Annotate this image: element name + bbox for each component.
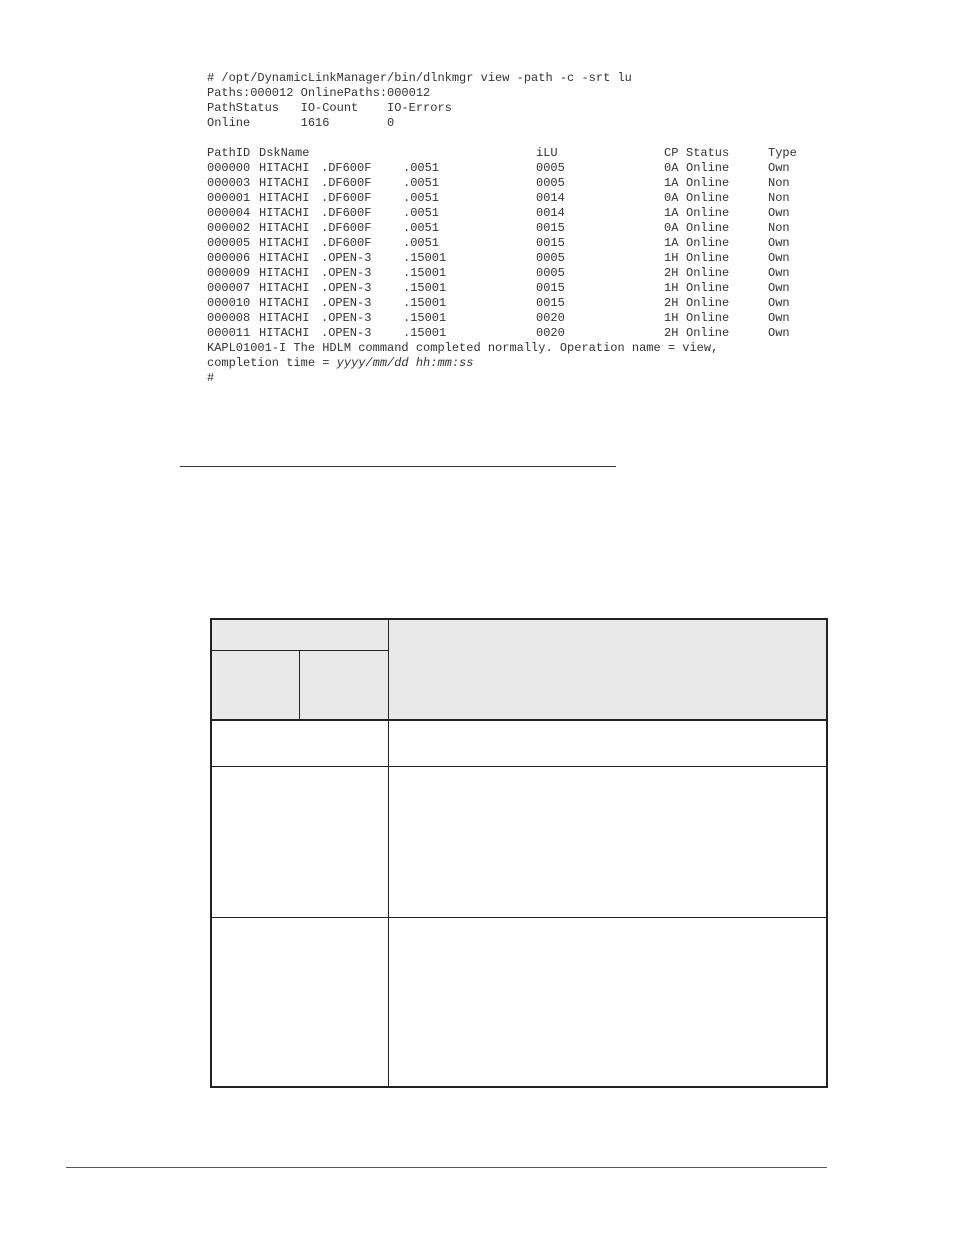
- cell-serial: .15001: [403, 266, 447, 280]
- section-divider: [180, 466, 616, 467]
- table-row-2-item: [212, 767, 388, 917]
- cell-type: Non: [768, 176, 790, 190]
- cell-pathid: 000010: [207, 296, 251, 310]
- cell-cp: 0A: [664, 191, 679, 205]
- table-row-1-description: [389, 721, 826, 766]
- completion-time-label: completion time =: [207, 356, 337, 370]
- cell-status: Online: [686, 296, 730, 310]
- cell-type: Own: [768, 251, 790, 265]
- cell-pathid: 000003: [207, 176, 251, 190]
- path-table-header: [207, 146, 797, 161]
- cell-ilu: 0005: [536, 161, 565, 175]
- path-summary-line: Paths:000012 OnlinePaths:000012: [207, 86, 431, 100]
- table-row-3-item: [212, 918, 388, 1086]
- cell-product: .DF600F: [321, 191, 372, 205]
- cell-type: Own: [768, 206, 790, 220]
- cell-product: .DF600F: [321, 221, 372, 235]
- cell-product: .DF600F: [321, 206, 372, 220]
- column-header-dskname: DskName: [259, 146, 310, 160]
- cell-vendor: HITACHI: [259, 266, 310, 280]
- path-table-body: [207, 161, 790, 341]
- cell-pathid: 000008: [207, 311, 251, 325]
- cell-vendor: HITACHI: [259, 161, 310, 175]
- cell-type: Own: [768, 326, 790, 340]
- cell-serial: .15001: [403, 251, 447, 265]
- cell-vendor: HITACHI: [259, 281, 310, 295]
- cell-vendor: HITACHI: [259, 326, 310, 340]
- cell-cp: 0A: [664, 161, 679, 175]
- footer-rule: [66, 1167, 827, 1168]
- cell-status: Online: [686, 176, 730, 190]
- cell-pathid: 000006: [207, 251, 251, 265]
- cell-pathid: 000005: [207, 236, 251, 250]
- cell-status: Online: [686, 191, 730, 205]
- shell-prompt: #: [207, 371, 215, 385]
- completion-time-line: [207, 356, 718, 371]
- cell-type: Own: [768, 311, 790, 325]
- cell-serial: .0051: [403, 191, 440, 205]
- cell-serial: .0051: [403, 161, 440, 175]
- path-table-row: [207, 221, 790, 236]
- path-table-row: [207, 296, 790, 311]
- cell-ilu: 0015: [536, 236, 565, 250]
- path-status-values: Online 1616 0: [207, 116, 395, 130]
- cell-cp: 2H: [664, 266, 679, 280]
- cell-pathid: 000000: [207, 161, 251, 175]
- cell-product: .OPEN-3: [321, 281, 372, 295]
- cell-vendor: HITACHI: [259, 176, 310, 190]
- cell-ilu: 0020: [536, 311, 565, 325]
- path-table-row: [207, 176, 790, 191]
- path-table-row: [207, 251, 790, 266]
- column-header-status: Status: [686, 146, 730, 160]
- cell-cp: 1A: [664, 176, 679, 190]
- cell-serial: .0051: [403, 176, 440, 190]
- cell-serial: .15001: [403, 281, 447, 295]
- path-table-row: [207, 206, 790, 221]
- path-table-row: [207, 281, 790, 296]
- cell-vendor: HITACHI: [259, 206, 310, 220]
- cell-type: Own: [768, 161, 790, 175]
- cell-serial: .15001: [403, 326, 447, 340]
- table-row-1-item: [212, 721, 388, 766]
- blank-line: [207, 131, 718, 146]
- cell-product: .OPEN-3: [321, 296, 372, 310]
- cell-vendor: HITACHI: [259, 311, 310, 325]
- path-table-row: [207, 311, 790, 326]
- command-line: # /opt/DynamicLinkManager/bin/dlnkmgr view -path -c -srt lu: [207, 71, 632, 85]
- cell-type: Non: [768, 221, 790, 235]
- cell-vendor: HITACHI: [259, 236, 310, 250]
- cell-product: .DF600F: [321, 161, 372, 175]
- cell-ilu: 0014: [536, 191, 565, 205]
- cell-ilu: 0005: [536, 266, 565, 280]
- cell-cp: 2H: [664, 326, 679, 340]
- cell-cp: 1A: [664, 236, 679, 250]
- table-header-item-cell: [212, 620, 388, 719]
- path-status-header: PathStatus IO-Count IO-Errors: [207, 101, 452, 115]
- cell-status: Online: [686, 281, 730, 295]
- table-header-description-cell: [388, 620, 826, 719]
- cell-product: .OPEN-3: [321, 266, 372, 280]
- column-header-ilu: iLU: [536, 146, 558, 160]
- path-table-row: [207, 326, 790, 341]
- cell-pathid: 000001: [207, 191, 251, 205]
- cell-pathid: 000004: [207, 206, 251, 220]
- column-header-pathid: PathID: [207, 146, 251, 160]
- cell-type: Own: [768, 281, 790, 295]
- cell-serial: .0051: [403, 236, 440, 250]
- cell-status: Online: [686, 326, 730, 340]
- path-table-row: [207, 236, 790, 251]
- header-subcolumn-divider: [299, 650, 300, 719]
- cell-vendor: HITACHI: [259, 251, 310, 265]
- cell-type: Non: [768, 191, 790, 205]
- cell-type: Own: [768, 236, 790, 250]
- cell-ilu: 0005: [536, 176, 565, 190]
- cell-type: Own: [768, 266, 790, 280]
- cell-pathid: 000007: [207, 281, 251, 295]
- cell-serial: .0051: [403, 206, 440, 220]
- cell-pathid: 000011: [207, 326, 251, 340]
- cell-vendor: HITACHI: [259, 191, 310, 205]
- cell-cp: 1H: [664, 281, 679, 295]
- header-subdivider: [212, 650, 388, 651]
- cell-cp: 2H: [664, 296, 679, 310]
- cell-status: Online: [686, 236, 730, 250]
- cell-serial: .15001: [403, 296, 447, 310]
- cell-serial: .0051: [403, 221, 440, 235]
- table-row-2-description: [389, 767, 826, 917]
- cell-product: .OPEN-3: [321, 326, 372, 340]
- description-table: [210, 618, 828, 1088]
- column-header-type: Type: [768, 146, 797, 160]
- cell-cp: 1H: [664, 251, 679, 265]
- cell-ilu: 0020: [536, 326, 565, 340]
- table-row-3-description: [389, 918, 826, 1086]
- cell-status: Online: [686, 251, 730, 265]
- cell-vendor: HITACHI: [259, 296, 310, 310]
- path-table-row: [207, 191, 790, 206]
- cell-status: Online: [686, 206, 730, 220]
- cell-serial: .15001: [403, 311, 447, 325]
- cell-type: Own: [768, 296, 790, 310]
- cell-ilu: 0015: [536, 296, 565, 310]
- cell-status: Online: [686, 311, 730, 325]
- cell-ilu: 0015: [536, 221, 565, 235]
- cell-cp: 1A: [664, 206, 679, 220]
- cell-ilu: 0014: [536, 206, 565, 220]
- column-header-cp: CP: [664, 146, 679, 160]
- cell-vendor: HITACHI: [259, 221, 310, 235]
- cell-status: Online: [686, 221, 730, 235]
- cell-ilu: 0005: [536, 251, 565, 265]
- cell-product: .OPEN-3: [321, 251, 372, 265]
- cell-product: .DF600F: [321, 176, 372, 190]
- path-table-row: [207, 161, 790, 176]
- cell-status: Online: [686, 266, 730, 280]
- cell-pathid: 000009: [207, 266, 251, 280]
- console-output: [207, 71, 797, 386]
- cell-cp: 1H: [664, 311, 679, 325]
- path-table-row: [207, 266, 790, 281]
- cell-ilu: 0015: [536, 281, 565, 295]
- cell-status: Online: [686, 161, 730, 175]
- completion-time-value: yyyy/mm/dd hh:mm:ss: [336, 356, 474, 370]
- completion-message: KAPL01001-I The HDLM command completed normally. Operation name = view,: [207, 341, 719, 355]
- cell-cp: 0A: [664, 221, 679, 235]
- cell-product: .OPEN-3: [321, 311, 372, 325]
- cell-product: .DF600F: [321, 236, 372, 250]
- cell-pathid: 000002: [207, 221, 251, 235]
